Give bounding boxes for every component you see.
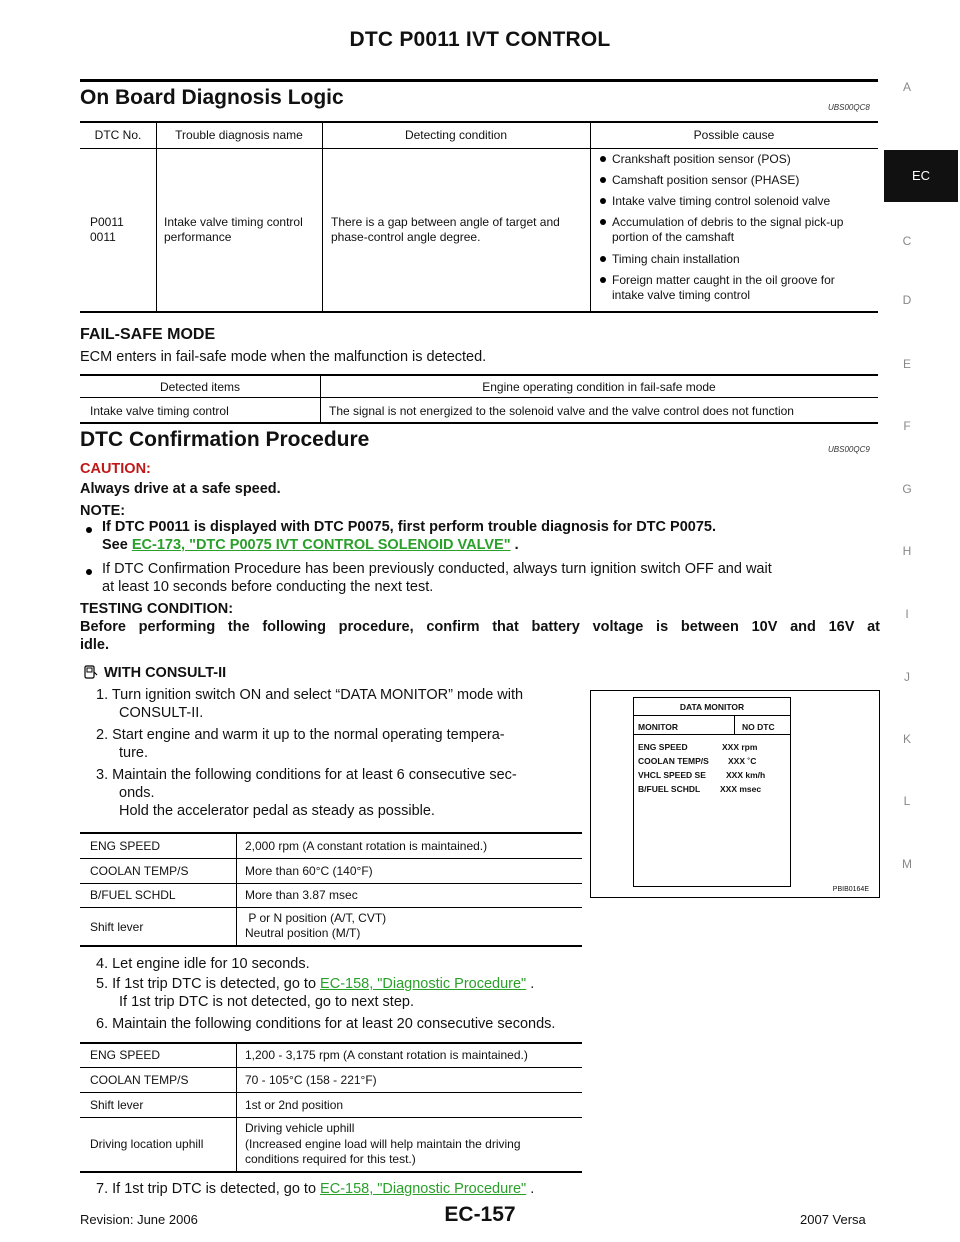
table2-rule (80, 1117, 582, 1118)
testing-line2: idle. (80, 637, 110, 653)
table1-rule (80, 883, 582, 884)
section-title-confirmation: DTC Confirmation Procedure (80, 428, 370, 451)
link-ec173[interactable]: EC-173, "DTC P0075 IVT CONTROL SOLENOID VALVE" (131, 537, 511, 553)
monitor-value: XXX km/h (726, 770, 766, 780)
link-ec158[interactable]: EC-158, "Diagnostic Procedure" (320, 976, 527, 992)
failsafe-cell-condition: The signal is not energized to the solenoid valve and the valve control does not function (329, 404, 794, 418)
monitor-value: XXX msec (720, 784, 762, 794)
failsafe-text: ECM enters in fail-safe mode when the malfunction is detected. (80, 349, 487, 365)
note1-line1: If DTC P0011 is displayed with DTC P0075, first perform trouble diagnosis for DTC P0075. (102, 519, 716, 535)
step-6: 6. Maintain the following conditions for at least 20 consecutive seconds. (96, 1016, 556, 1032)
table-rule-head (80, 148, 878, 149)
monitor-value: XXX rpm (722, 742, 758, 752)
step-2-line1: 2. Start engine and warm it up to the normal operating tempera- (96, 727, 505, 743)
side-tab-h[interactable]: H (902, 544, 912, 558)
side-tab-l[interactable]: L (903, 794, 911, 808)
step-5-text: 5. If 1st trip DTC is detected, go to (96, 976, 317, 992)
bullet-icon (600, 219, 606, 225)
screen-divider (734, 715, 735, 734)
table1-col-divider (236, 833, 237, 945)
table1-row1-value: 2,000 rpm (A constant rotation is maintained.) (245, 839, 488, 853)
step-3-line1: 3. Maintain the following conditions for at least 6 consecutive sec- (96, 767, 517, 783)
period: . (530, 1181, 535, 1197)
table-rule-head (80, 397, 878, 398)
table-header-detecting: Detecting condition (404, 128, 508, 142)
footer-revision: Revision: June 2006 (80, 1212, 198, 1227)
table1-row2-value: More than 60°C (140°F) (245, 864, 373, 878)
cause-item: Accumulation of debris to the signal pick-up portion of the camshaft (600, 215, 843, 245)
side-tab-k[interactable]: K (902, 732, 911, 746)
bullet-icon (600, 256, 606, 262)
monitor-row-coolant: COOLAN TEMP/S (638, 756, 709, 766)
side-tab-g[interactable]: G (902, 482, 912, 496)
table2-row4-param: Driving location uphill (90, 1137, 204, 1151)
failsafe-cell-item: Intake valve timing control (90, 404, 229, 418)
table-header-possible-cause: Possible cause (693, 128, 775, 142)
side-tab-f[interactable]: F (903, 419, 911, 433)
monitor-row-eng-speed: ENG SPEED (638, 742, 688, 752)
note2-line2: at least 10 seconds before conducting the next test. (102, 579, 434, 595)
table-rule-top (80, 374, 878, 376)
failsafe-title: FAIL-SAFE MODE (80, 326, 216, 343)
table-cell-trouble-name (164, 215, 303, 245)
step-7 (96, 1180, 534, 1198)
table1-rule-bottom (80, 945, 582, 947)
trouble-name-line: performance (164, 230, 232, 244)
link-ec158[interactable]: EC-158, "Diagnostic Procedure" (320, 1181, 527, 1197)
bullet-icon (600, 198, 606, 204)
dtc-no-line: P0011 (90, 215, 124, 229)
step-5-line2: If 1st trip DTC is not detected, go to next step. (119, 994, 414, 1010)
table1-row2-param: COOLAN TEMP/S (90, 864, 189, 878)
figure-code: PBIB0164E (832, 886, 869, 893)
cause-item: Timing chain installation (600, 252, 740, 267)
table-cell-detecting (331, 215, 560, 245)
consult-label: WITH CONSULT-II (104, 665, 227, 681)
table2-rule-bottom (80, 1171, 582, 1173)
consult-tool-icon (82, 664, 98, 680)
caution-text: Always drive at a safe speed. (80, 481, 281, 497)
section-title-diagnosis-logic: On Board Diagnosis Logic (80, 86, 344, 109)
monitor-row-vhcl-speed: VHCL SPEED SE (638, 770, 706, 780)
detecting-line: phase-control angle degree. (331, 230, 481, 244)
page-header-title: DTC P0011 IVT CONTROL (349, 28, 611, 51)
table-cell-dtc-no (90, 215, 124, 245)
value-line: conditions required for this test.) (245, 1152, 416, 1166)
data-monitor-figure (590, 690, 880, 898)
failsafe-header-condition: Engine operating condition in fail-safe mode (482, 380, 716, 394)
step-2-line2: ture. (119, 745, 149, 761)
header-rule (80, 79, 878, 82)
table2-rule (80, 1092, 582, 1093)
table2-row1-value: 1,200 - 3,175 rpm (A constant rotation is maintained.) (245, 1048, 528, 1062)
table2-rule (80, 1067, 582, 1068)
testing-line1: Before performing the following procedure, confirm that battery voltage is between 10V and 16V at (80, 619, 880, 635)
step-1-line1: 1. Turn ignition switch ON and select “DATA MONITOR” mode with (96, 687, 524, 703)
step-4: 4. Let engine idle for 10 seconds. (96, 956, 310, 972)
data-monitor-title: DATA MONITOR (679, 702, 745, 712)
note-bullet (86, 564, 94, 572)
table-col-divider (590, 122, 591, 311)
step-3-line2: onds. (119, 785, 155, 801)
side-tab-ec-active[interactable]: EC (884, 150, 958, 202)
table2-rule-top (80, 1042, 582, 1044)
table1-row3-param: B/FUEL SCHDL (90, 888, 176, 902)
table1-rule (80, 907, 582, 908)
bullet-icon (600, 177, 606, 183)
table2-row4-value (245, 1121, 521, 1168)
cause-item: Camshaft position sensor (PHASE) (600, 173, 799, 188)
note-bullet (86, 522, 94, 530)
bullet-icon (86, 527, 92, 533)
failsafe-header-items: Detected items (159, 380, 241, 394)
value-line: P or N position (A/T, CVT) (245, 911, 387, 925)
table2-col-divider (236, 1043, 237, 1171)
screen-rule (634, 734, 790, 735)
note-label: NOTE: (80, 503, 126, 519)
table1-row1-param: ENG SPEED (90, 839, 161, 853)
side-tab-e[interactable]: E (902, 357, 911, 371)
table1-rule (80, 858, 582, 859)
monitor-row-fuel-schdl: B/FUEL SCHDL (638, 784, 701, 794)
cause-item: Foreign matter caught in the oil groove for intake valve timing control (600, 273, 835, 303)
step-7-text: 7. If 1st trip DTC is detected, go to (96, 1181, 317, 1197)
side-tab-j[interactable]: J (904, 670, 910, 684)
table-rule-bottom (80, 422, 878, 424)
footer-model: 2007 Versa (800, 1212, 866, 1227)
step-1-line2: CONSULT-II. (119, 705, 204, 721)
no-dtc-label: NO DTC (742, 722, 775, 732)
cause-item: Intake valve timing control solenoid valve (600, 194, 830, 209)
table-header-dtc-no: DTC No. (94, 128, 142, 142)
note2-line1: If DTC Confirmation Procedure has been previously conducted, always turn ignition switch OFF and wait (102, 561, 772, 577)
bullet-icon (600, 156, 606, 162)
side-tab-i[interactable]: I (905, 607, 909, 621)
data-monitor-screen (633, 697, 791, 887)
table2-row3-param: Shift lever (90, 1098, 144, 1112)
section-code: UBS00QC9 (828, 445, 870, 454)
side-tab-c[interactable]: C (902, 234, 912, 248)
footer-page-number: EC-157 (444, 1203, 516, 1226)
table-rule-top (80, 121, 878, 123)
table-col-divider (322, 122, 323, 311)
step-3-line3: Hold the accelerator pedal as steady as possible. (119, 803, 435, 819)
side-tab-a[interactable]: A (902, 80, 911, 94)
value-line: (Increased engine load will help maintain the driving (245, 1136, 521, 1151)
table1-row4-param: Shift lever (90, 920, 144, 934)
table2-row3-value: 1st or 2nd position (245, 1098, 344, 1112)
table2-row2-value: 70 - 105°C (158 - 221°F) (245, 1073, 377, 1087)
table2-row2-param: COOLAN TEMP/S (90, 1073, 189, 1087)
value-line: Neutral position (M/T) (245, 926, 361, 940)
period: . (514, 537, 519, 553)
step-5-line1 (96, 975, 534, 993)
period: . (530, 976, 535, 992)
side-tab-d[interactable]: D (902, 293, 912, 307)
table2-row1-param: ENG SPEED (90, 1048, 161, 1062)
detecting-line: There is a gap between angle of target and (331, 215, 560, 229)
section-code: UBS00QC8 (828, 103, 870, 112)
note1-line2 (102, 536, 519, 554)
cause-item: Crankshaft position sensor (POS) (600, 152, 791, 167)
monitor-value: XXX ˚C (728, 756, 757, 766)
table-header-trouble-name: Trouble diagnosis name (175, 128, 303, 142)
trouble-name-line: Intake valve timing control (164, 215, 303, 229)
screen-rule (634, 715, 790, 716)
table1-row4-value (245, 911, 386, 941)
table-rule-bottom (80, 311, 878, 313)
bullet-icon (86, 569, 92, 575)
side-tab-m[interactable]: M (902, 857, 912, 871)
dtc-no-line: 0011 (90, 230, 116, 244)
table-col-divider (156, 122, 157, 311)
table1-row3-value: More than 3.87 msec (245, 888, 358, 902)
monitor-label: MONITOR (638, 722, 678, 732)
see-text: See (102, 537, 128, 553)
bullet-icon (600, 277, 606, 283)
table1-rule-top (80, 832, 582, 834)
testing-label: TESTING CONDITION: (80, 601, 234, 617)
value-line: Driving vehicle uphill (245, 1121, 355, 1135)
caution-label: CAUTION: (80, 461, 151, 477)
